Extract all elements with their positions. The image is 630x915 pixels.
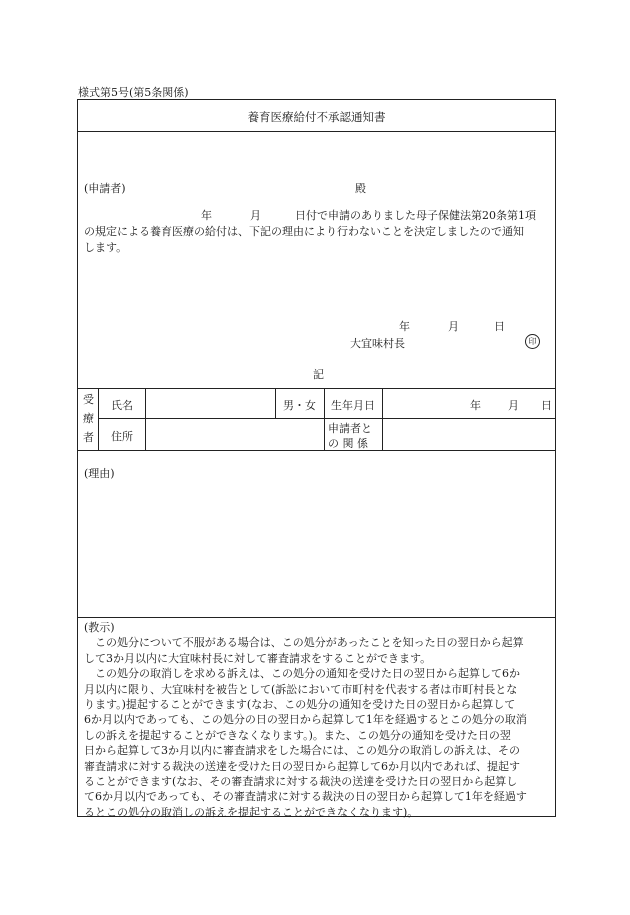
instruction-line: この処分の取消しを求める訴えは、この処分の通知を受けた日の翌日から起算して6か: [84, 667, 520, 681]
instruction-line: て6か月以内であっても、その審査請求に対する裁決の日の翌日から起算して1年を経過す: [84, 790, 527, 804]
body-month: 月: [250, 209, 261, 222]
honorific: 殿: [355, 182, 366, 195]
body-line-2: の規定による養育医療の給付は、下記の理由により行わないことを決定しましたので通知: [84, 225, 524, 238]
table-col-5: [382, 388, 383, 450]
instruction-block: [84, 620, 554, 820]
notice-frame: [77, 99, 556, 817]
date-month: 月: [448, 320, 459, 333]
table-top-line: [78, 388, 555, 389]
instruction-line: して3か月以内に大宜味村長に対して審査請求をすることができます。: [84, 651, 432, 665]
instruction-line: 月以内に限り、大宜味村を被告として(訴訟において市町村を代表する者は市町村長とな: [84, 682, 518, 696]
dob-year: 年: [470, 399, 481, 412]
patient-label-1: 受: [83, 393, 94, 406]
instruction-line: 日から起算して3か月以内に審査請求をした場合には、この処分の取消しの訴えは、その: [84, 744, 520, 758]
date-year: 年: [399, 320, 410, 333]
dob-day: 日: [541, 399, 552, 412]
patient-label-2: 療: [83, 412, 94, 425]
seal-mark: 印: [525, 334, 540, 349]
applicant-label: (申請者): [84, 182, 126, 195]
table-mid-line: [98, 418, 555, 419]
dob-label: 生年月日: [331, 399, 375, 412]
issuer-name: 大宜味村長: [350, 337, 405, 350]
body-text-1: 日付で申請のありました母子保健法第20条第1項: [295, 209, 536, 222]
form-number: 様式第5号(第5条関係): [78, 86, 189, 99]
instruction-line: この処分について不服がある場合は、この処分があったことを知った日の翌日から起算: [84, 636, 524, 650]
instruction-line: るとこの処分の取消しの訴えを提起することができなくなります)。: [84, 805, 419, 819]
document-title: 養育医療給付不承認通知書: [247, 110, 386, 124]
name-label: 氏名: [111, 399, 133, 412]
instruction-heading: (教示): [84, 621, 115, 634]
reason-label: (理由): [84, 467, 115, 480]
dob-month: 月: [508, 399, 519, 412]
sex-label: 男・女: [283, 399, 316, 412]
reason-divider: [78, 617, 555, 618]
instruction-line: ります。)提起することができます(なお、この処分の通知を受けた日の翌日から起算して: [84, 698, 516, 712]
title-divider: [78, 131, 555, 132]
body-year: 年: [201, 209, 212, 222]
table-bottom-line: [78, 450, 555, 451]
instruction-line: 6か月以内であっても、この処分の日の翌日から起算して1年を経過するとこの処分の取消: [84, 713, 527, 727]
table-col-1: [98, 388, 99, 450]
table-col-2: [145, 388, 146, 450]
body-line-3: します。: [84, 241, 128, 254]
instruction-line: 審査請求に対する裁決の送達を受けた日の翌日から起算して6か月以内であれば、提起す: [84, 759, 520, 773]
instruction-line: しの訴えを提起することができなくなります。)。また、この処分の通知を受けた日の翌: [84, 728, 511, 742]
date-day: 日: [494, 320, 505, 333]
ki-label: 記: [313, 368, 324, 381]
patient-label-3: 者: [83, 431, 94, 444]
relation-label-1: 申請者と: [328, 422, 372, 435]
relation-label-2: の 関 係: [328, 437, 368, 450]
instruction-line: ることができます(なお、その審査請求に対する裁決の送達を受けた日の翌日から起算し: [84, 775, 518, 789]
address-label: 住所: [111, 430, 133, 443]
